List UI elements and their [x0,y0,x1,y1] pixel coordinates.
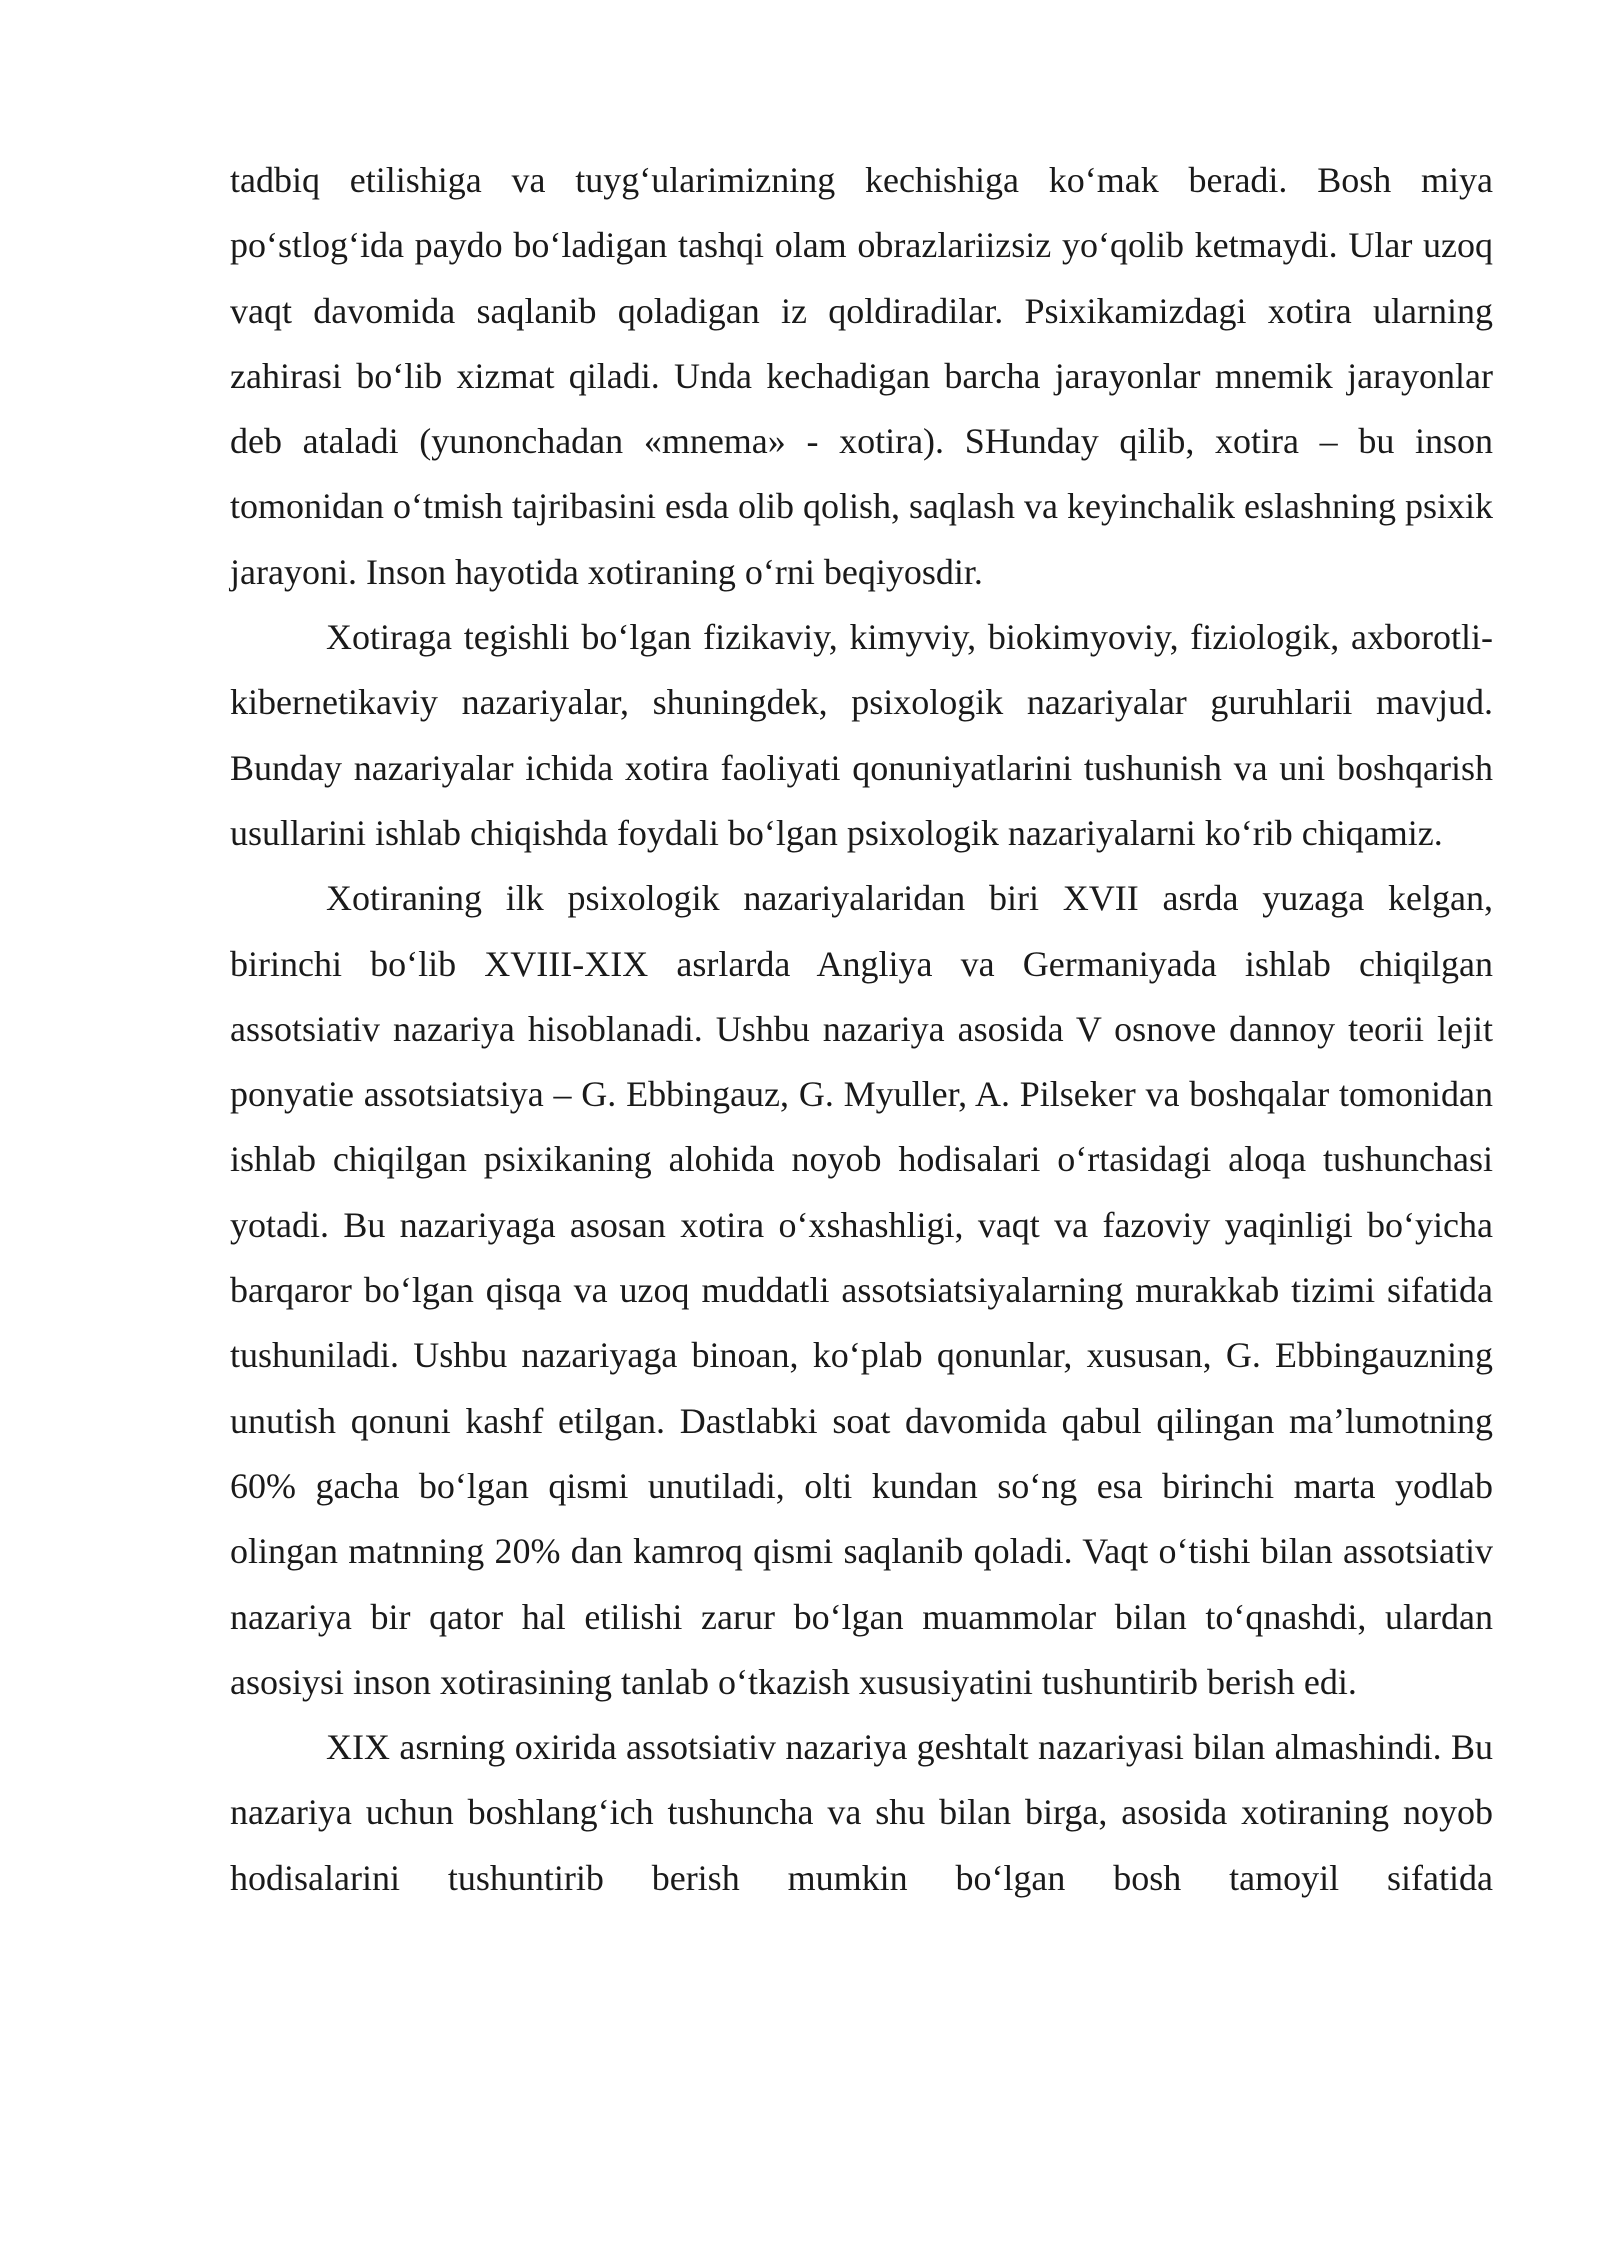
paragraph-memory-theories: Xotiraga tegishli bo‘lgan fizikaviy, kimyviy, biokimyoviy, fiziologik, axborotli-kibernetikaviy nazariyalar, shuningdek, psixologik nazariyalar guruhlarii mavjud. Bunday nazariyalar ichida xotira faoliyati qonuniyatlarini tushunish va uni boshqarish usullarini ishlab chiqishda foydali bo‘lgan psixologik nazariyalarni ko‘rib chiqamiz. [230,617,1493,853]
paragraph-gestalt-theory: XIX asrning oxirida assotsiativ nazariya geshtalt nazariyasi bilan almashindi. Bu nazariya uchun boshlang‘ich tushuncha va shu bilan birga, asosida xotiraning noyob hodisalarini tushuntirib berish mumkin bo‘lgan bosh tamoyil sifatida [230,1727,1493,1898]
paragraph-memory-definition: tadbiq etilishiga va tuyg‘ularimizning kechishiga ko‘mak beradi. Bosh miya po‘stlog‘ida paydo bo‘ladigan tashqi olam obrazlariizsiz yo‘qolib ketmaydi. Ular uzoq vaqt davomida saqlanib qoladigan iz qoldiradilar. Psixikamizdagi xotira ularning zahirasi bo‘lib xizmat qiladi. Unda kechadigan barcha jarayonlar mnemik jarayonlar deb ataladi (yunonchadan «mnema» - xotira). SHunday qilib, xotira – bu inson tomonidan o‘tmish tajribasini esda olib qolish, saqlash va keyinchalik eslashning psixik jarayoni. Inson hayotida xotiraning o‘rni beqiyosdir. [230,160,1493,592]
body-text [230,148,1493,1911]
paragraph-associative-theory: Xotiraning ilk psixologik nazariyalaridan biri XVII asrda yuzaga kelgan, birinchi bo‘lib XVIII-XIX asrlarda Angliya va Germaniyada ishlab chiqilgan assotsiativ nazariya hisoblanadi. Ushbu nazariya asosida V osnove dannoy teorii lejit ponyatie assotsiatsiya – G. Ebbingauz, G. Myuller, A. Pilseker va boshqalar tomonidan ishlab chiqilgan psixikaning alohida noyob hodisalari o‘rtasidagi aloqa tushunchasi yotadi. Bu nazariyaga asosan xotira o‘xshashligi, vaqt va fazoviy yaqinligi bo‘yicha barqaror bo‘lgan qisqa va uzoq muddatli assotsiatsiyalarning murakkab tizimi sifatida tushuniladi. Ushbu nazariyaga binoan, ko‘plab qonunlar, xususan, G. Ebbingauzning unutish qonuni kashf etilgan. Dastlabki soat davomida qabul qilingan ma’lumotning 60% gacha bo‘lgan qismi unutiladi, olti kundan so‘ng esa birinchi marta yodlab olingan matnning 20% dan kamroq qismi saqlanib qoladi. Vaqt o‘tishi bilan assotsiativ nazariya bir qator hal etilishi zarur bo‘lgan muammolar bilan to‘qnashdi, ulardan asosiysi inson xotirasining tanlab o‘tkazish xususiyatini tushuntirib berish edi. [230,878,1493,1702]
